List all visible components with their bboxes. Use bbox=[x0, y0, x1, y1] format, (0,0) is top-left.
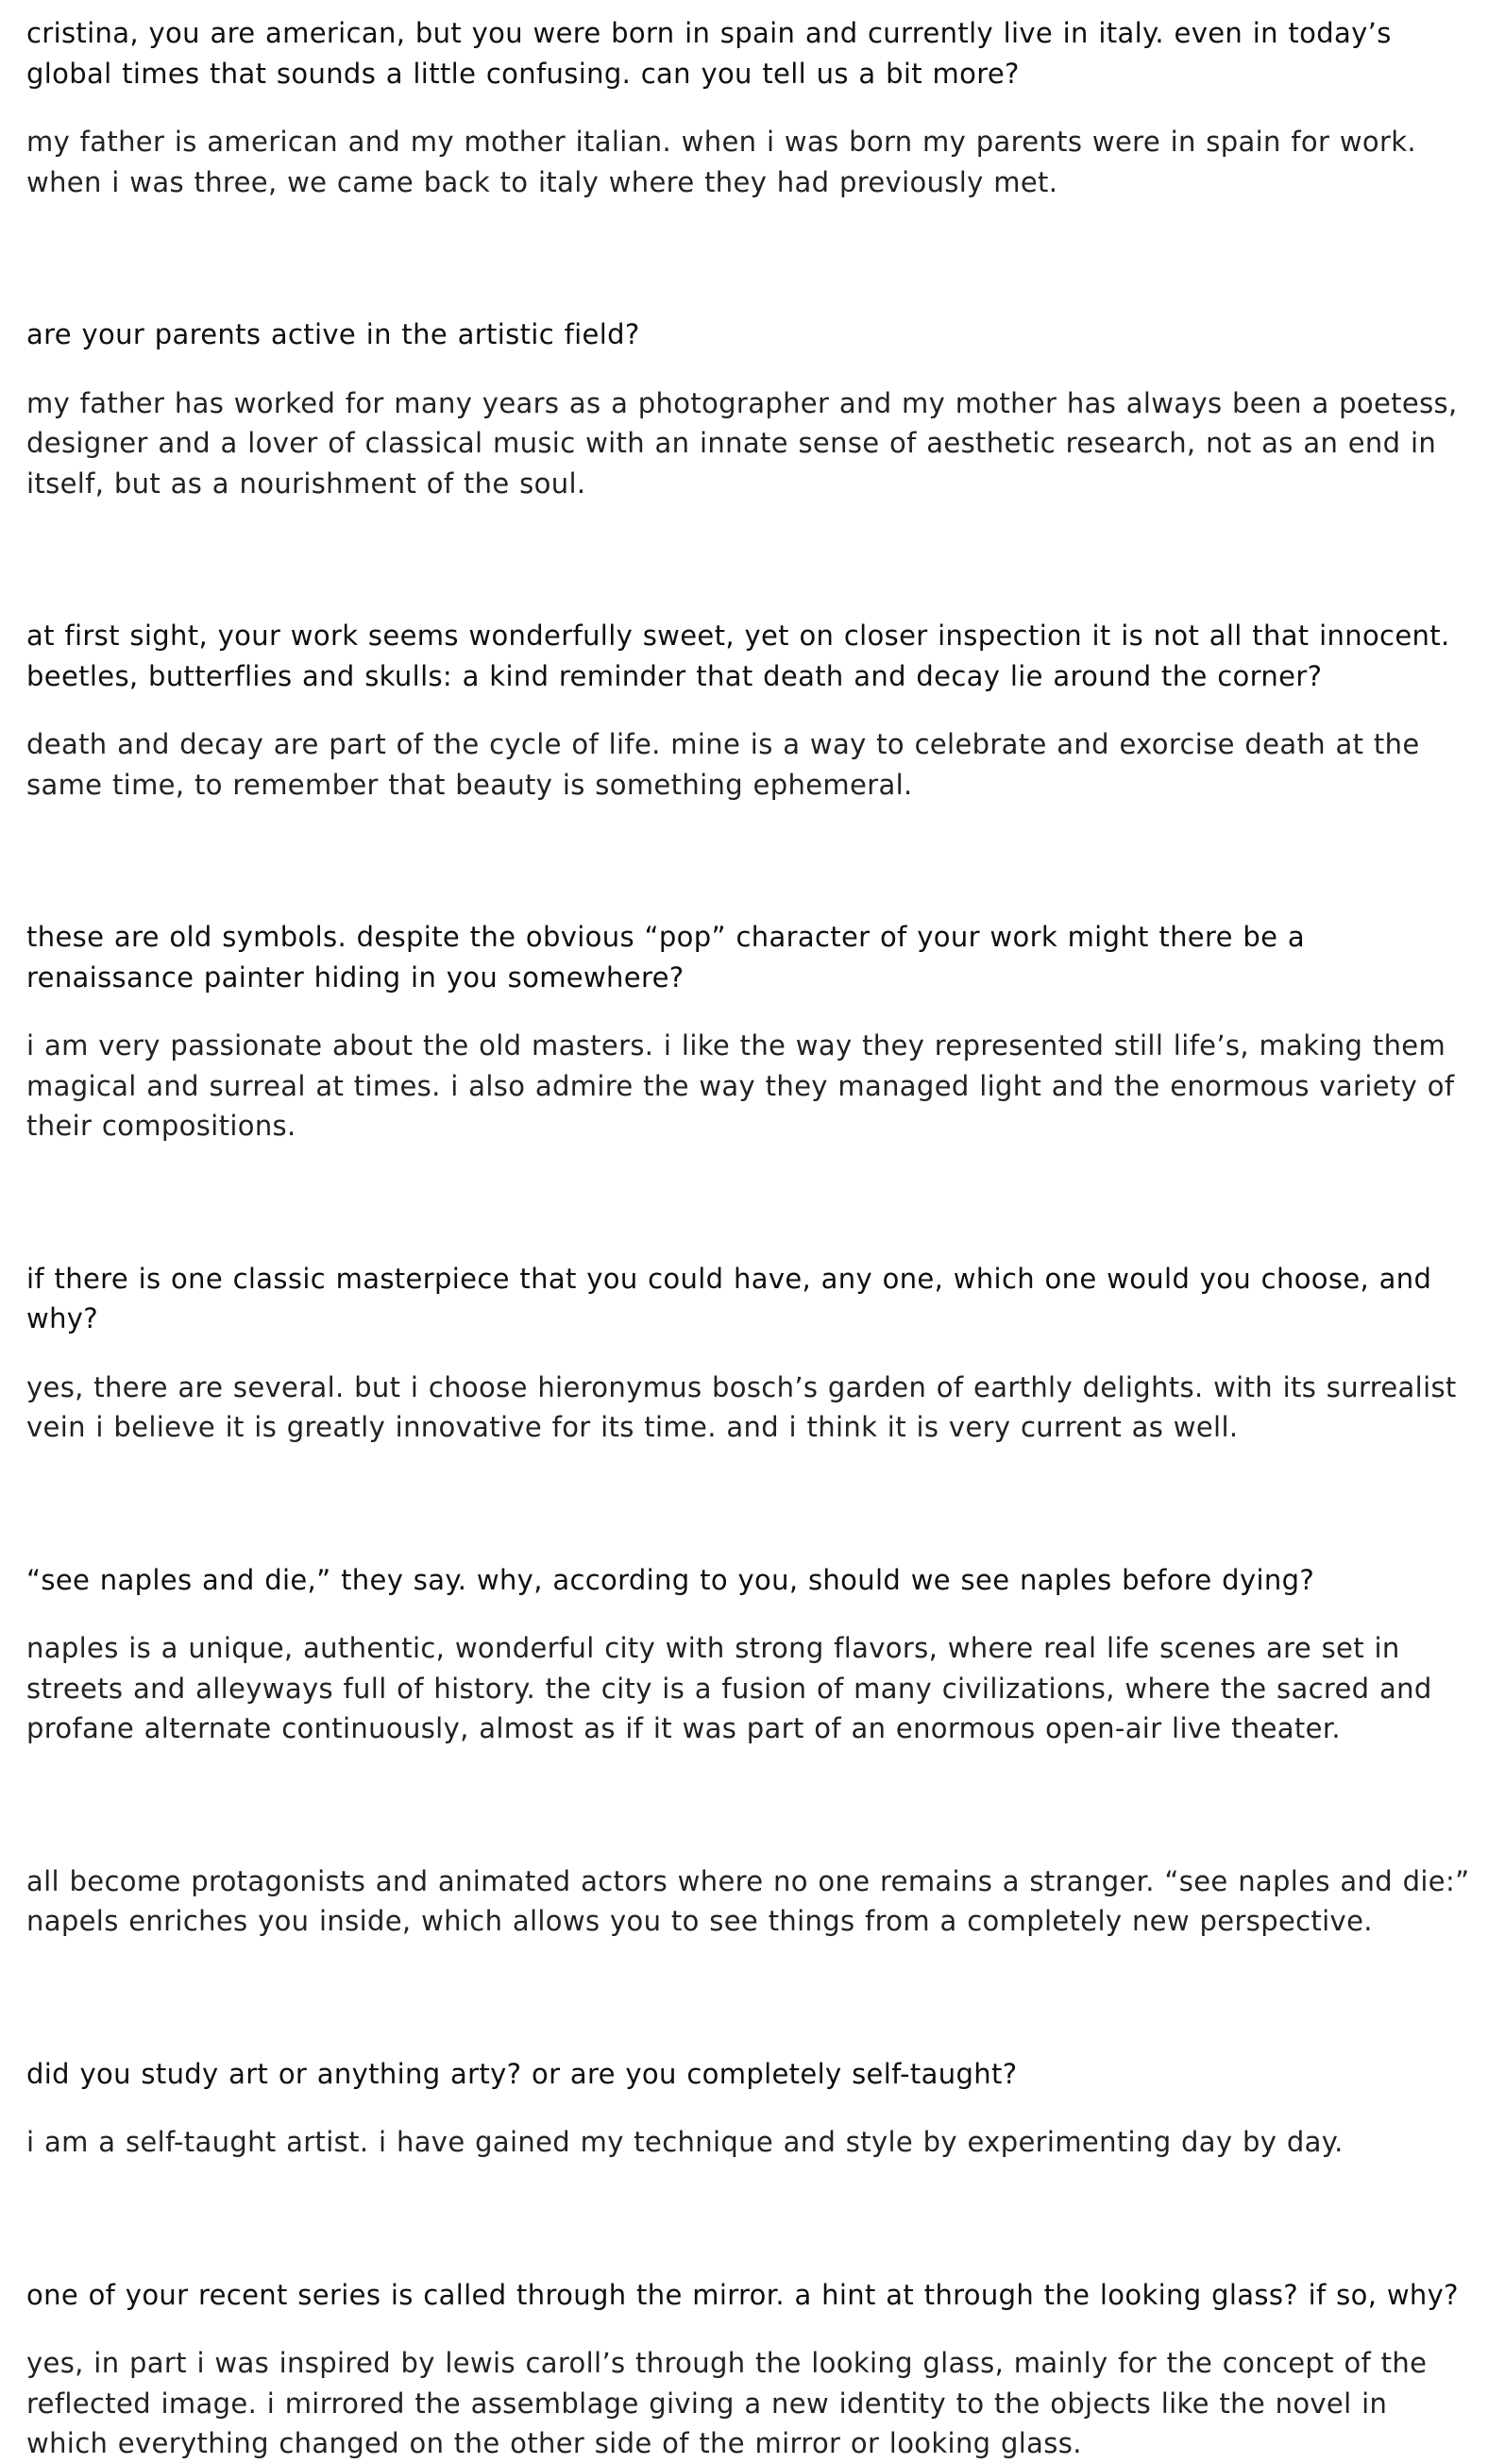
interview-answer: death and decay are part of the cycle of life. mine is a way to celebrate and exorcise death at the same time, to remember that beauty is something ephemeral. bbox=[26, 728, 1420, 801]
interview-question: these are old symbols. despite the obvious “pop” character of your work might there be a renaissance painter hiding in you somewhere? bbox=[26, 921, 1306, 994]
qa-block-self-taught bbox=[26, 2054, 1471, 2163]
interview-answer: i am a self-taught artist. i have gained my technique and style by experimenting day by day. bbox=[26, 2126, 1344, 2158]
interview-answer: yes, in part i was inspired by lewis caroll’s through the looking glass, mainly for the concept of the reflected image. i mirrored the assemblage giving a new identity to the objects like the novel in which everything changed on the other side of the mirror or looking glass. bbox=[26, 2347, 1428, 2459]
qa-block-death-and-decay bbox=[26, 616, 1471, 805]
qa-block-origins bbox=[26, 13, 1471, 202]
qa-block-old-symbols bbox=[26, 917, 1471, 1147]
interview-question: one of your recent series is called through the mirror. a hint at through the looking glass? if so, why? bbox=[26, 2278, 1459, 2311]
answer-continuation-paragraph: all become protagonists and animated actors where no one remains a stranger. “see naples and die:” napels enriches you inside, which allows you to see things from a completely new perspective. bbox=[26, 1864, 1470, 1937]
paragraph-block-naples-continued bbox=[26, 1861, 1471, 1942]
interview-question: at first sight, your work seems wonderfully sweet, yet on closer inspection it is not all that innocent. beetles, butterflies and skulls: a kind reminder that death and decay lie around the corner? bbox=[26, 620, 1450, 692]
interview-answer: my father has worked for many years as a photographer and my mother has always been a poetess, designer and a lover of classical music with an innate sense of aesthetic research, not as an end in itself, but as a nourishment of the soul. bbox=[26, 386, 1458, 500]
qa-block-parents bbox=[26, 314, 1471, 503]
interview-question: did you study art or anything arty? or are you completely self-taught? bbox=[26, 2057, 1018, 2090]
interview-answer: i am very passionate about the old masters. i like the way they represented still life’s, making them magical and surreal at times. i also admire the way they managed light and the enormous variety of their compositions. bbox=[26, 1029, 1455, 1142]
interview-answer: my father is american and my mother italian. when i was born my parents were in spain for work. when i was three, we came back to italy where they had previously met. bbox=[26, 126, 1416, 198]
qa-block-masterpiece bbox=[26, 1259, 1471, 1448]
interview-question: are your parents active in the artistic field? bbox=[26, 318, 640, 350]
qa-block-through-the-mirror bbox=[26, 2275, 1471, 2464]
interview-answer: naples is a unique, authentic, wonderful city with strong flavors, where real life scenes are set in streets and alleyways full of history. the city is a fusion of many civilizations, where the sacred and profane alternate continuously, almost as if it was part of an enormous open-air live theater. bbox=[26, 1632, 1432, 1744]
interview-question: cristina, you are american, but you were born in spain and currently live in italy. even in today’s global times that sounds a little confusing. can you tell us a bit more? bbox=[26, 17, 1392, 90]
interview-question: “see naples and die,” they say. why, according to you, should we see naples before dying? bbox=[26, 1563, 1315, 1596]
interview-question: if there is one classic masterpiece that you could have, any one, which one would you choose, and why? bbox=[26, 1262, 1432, 1334]
interview-article bbox=[26, 13, 1471, 2464]
qa-block-naples bbox=[26, 1560, 1471, 1749]
interview-answer: yes, there are several. but i choose hieronymus bosch’s garden of earthly delights. with its surrealist vein i believe it is greatly innovative for its time. and i think it is very current as well. bbox=[26, 1370, 1457, 1443]
